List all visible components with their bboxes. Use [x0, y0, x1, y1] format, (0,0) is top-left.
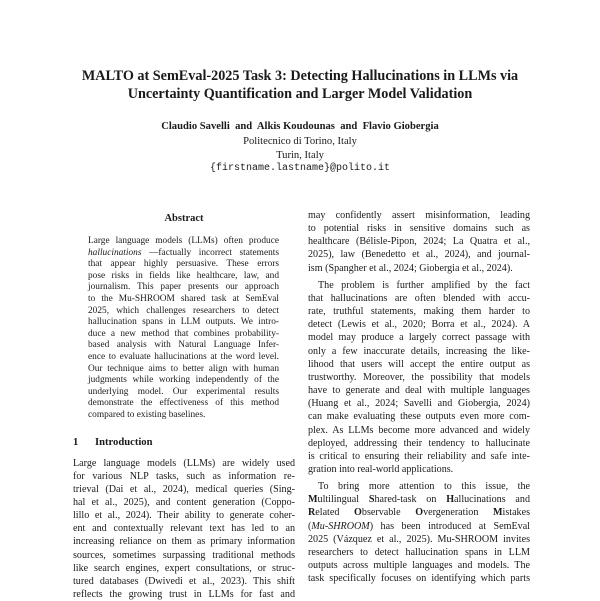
title-line-1: MALTO at SemEval-2025 Task 3: Detecting Hallucinations in LLMs via — [40, 67, 560, 85]
acronym-text: Multilingual Shared-task on Hallucinations and — [308, 494, 530, 505]
intro-line: ent and contextually relevant text has led to an — [73, 522, 295, 535]
abstract-line: pose risks in fields like healthcare, law, and — [88, 271, 279, 283]
abstract-body — [88, 236, 279, 422]
section-title: Introduction — [95, 437, 153, 448]
intro-line: Large language models (LLMs) are widely used — [73, 457, 295, 470]
section-number: 1 — [73, 436, 95, 449]
intro-line: tured databases (Dwivedi et al., 2023). This shift — [73, 575, 295, 588]
introduction-heading — [73, 436, 295, 449]
abstract-line: Our technique aims to better align with human — [88, 364, 279, 376]
abstract-line: ence to evaluate hallucinations at the word level. — [88, 352, 279, 364]
abstract-line: journalism. This paper presents our approach — [88, 282, 279, 294]
body-line: gration into real-world applications. — [308, 463, 530, 476]
right-column — [308, 209, 530, 589]
body-line: have to generate and deal with multiple languages — [308, 384, 530, 397]
intro-line: like search engines, expert consultations, or struc- — [73, 562, 295, 575]
abstract-line: based analysis with Natural Language Infer- — [88, 340, 279, 352]
abstract-line: underlying model. Our experimental results — [88, 387, 279, 399]
abstract-line: judgments while working independently of the — [88, 375, 279, 387]
body-line: trustworthy. Moreover, the possibility that models — [308, 371, 530, 384]
paragraph-risks — [308, 209, 530, 275]
body-line: researchers to detect hallucination spans in LLM — [308, 546, 530, 559]
body-line: task specifically focuses on identifying which parts — [308, 572, 530, 585]
intro-line: reflects the growing trust in LLMs for fast and — [73, 588, 295, 601]
intro-line: lillo et al., 2024). Their ability to generate coher- — [73, 509, 295, 522]
abstract-line: 2025, which challenges researchers to detect — [88, 306, 279, 318]
title-line-2: Uncertainty Quantification and Larger Model Validation — [40, 85, 560, 103]
intro-line: increasing reliance on them as primary information — [73, 535, 295, 548]
introduction-body — [73, 457, 295, 601]
author-block — [40, 120, 560, 176]
body-line: model may produce a largely correct passage with — [308, 331, 530, 344]
abstract-line: that appear highly persuasive. These errors — [88, 259, 279, 271]
body-line: 2025), law (Benedetto et al., 2024), and journal- — [308, 248, 530, 261]
abstract-line: to the Mu-SHROOM shared task at SemEval — [88, 294, 279, 306]
abstract-line: duce a new method that combines probability- — [88, 329, 279, 341]
body-line: (Huang et al., 2024; Savelli and Giobergia, 2024) — [308, 397, 530, 410]
body-line: outputs across multiple languages and models. The — [308, 559, 530, 572]
abstract-line: Large language models (LLMs) often produce — [88, 236, 279, 248]
body-line: can make evaluating these outputs even more com- — [308, 410, 530, 423]
body-line: To bring more attention to this issue, the — [308, 480, 530, 493]
body-line: (Mu-SHROOM) has been introduced at SemEval — [308, 520, 530, 533]
intro-line: for various NLP tasks, such as information re- — [73, 470, 295, 483]
body-line: deployed, addressing their tendency to hallucinate — [308, 437, 530, 450]
body-line: that hallucinations are often blended with accu- — [308, 292, 530, 305]
body-line: only a few inaccurate details, increasing the like- — [308, 345, 530, 358]
body-line: rate, truthful statements, making them harder to — [308, 305, 530, 318]
hallucinations-term: hallucinations — [88, 248, 141, 258]
mu-shroom-acronym-line-2 — [308, 506, 530, 519]
body-line: may confidently assert misinformation, leading — [308, 209, 530, 222]
abstract-line: hallucination spans in LLM outputs. We intro- — [88, 317, 279, 329]
mu-shroom-acronym-line-1 — [308, 493, 530, 506]
body-line: 2025 (Vázquez et al., 2025). Mu-SHROOM invites — [308, 533, 530, 546]
author-names: Claudio Savelli and Alkis Koudounas and Flavio Giobergia — [40, 120, 560, 134]
body-line: is critical to ensuring their reliability and safe inte- — [308, 450, 530, 463]
abstract-line: hallucinations —factually incorrect statements — [88, 248, 279, 260]
paragraph-mu-shroom — [308, 480, 530, 585]
affiliation-line-1: Politecnico di Torino, Italy — [40, 135, 560, 149]
intro-line: trieval (Dai et al., 2024), medical queries (Sing- — [73, 483, 295, 496]
intro-line: hal et al., 2025), and content generation (Coppo- — [73, 496, 295, 509]
paragraph-problem — [308, 279, 530, 476]
body-line-rest: ) has been introduced at SemEval — [370, 521, 530, 532]
body-line: to potential risks in sensitive domains such as — [308, 222, 530, 235]
left-column — [73, 212, 295, 601]
abstract-heading: Abstract — [73, 212, 295, 225]
affiliation-line-2: Turin, Italy — [40, 149, 560, 163]
body-line: ism (Spangher et al., 2024; Giobergia et al., 2024). — [308, 262, 530, 275]
body-line: lihood that users will accept the entire output as — [308, 358, 530, 371]
acronym-text: Related Observable Overgeneration Mistakes — [308, 507, 530, 518]
body-line: The problem is further amplified by the fact — [308, 279, 530, 292]
abstract-line: demonstrate the effectiveness of this method — [88, 398, 279, 410]
body-line: healthcare (Bélisle-Pipon, 2024; La Quatra et al., — [308, 235, 530, 248]
paper-title — [40, 67, 560, 103]
body-line: plex. As LLMs become more advanced and widely — [308, 424, 530, 437]
body-line: detect (Lewis et al., 2020; Borra et al., 2024). A — [308, 318, 530, 331]
mu-shroom-name: Mu-SHROOM — [311, 521, 369, 532]
abstract-line: compared to existing baselines. — [88, 410, 279, 422]
intro-line: sources, sometimes surpassing traditional methods — [73, 549, 295, 562]
author-email: {firstname.lastname}@polito.it — [40, 162, 560, 176]
